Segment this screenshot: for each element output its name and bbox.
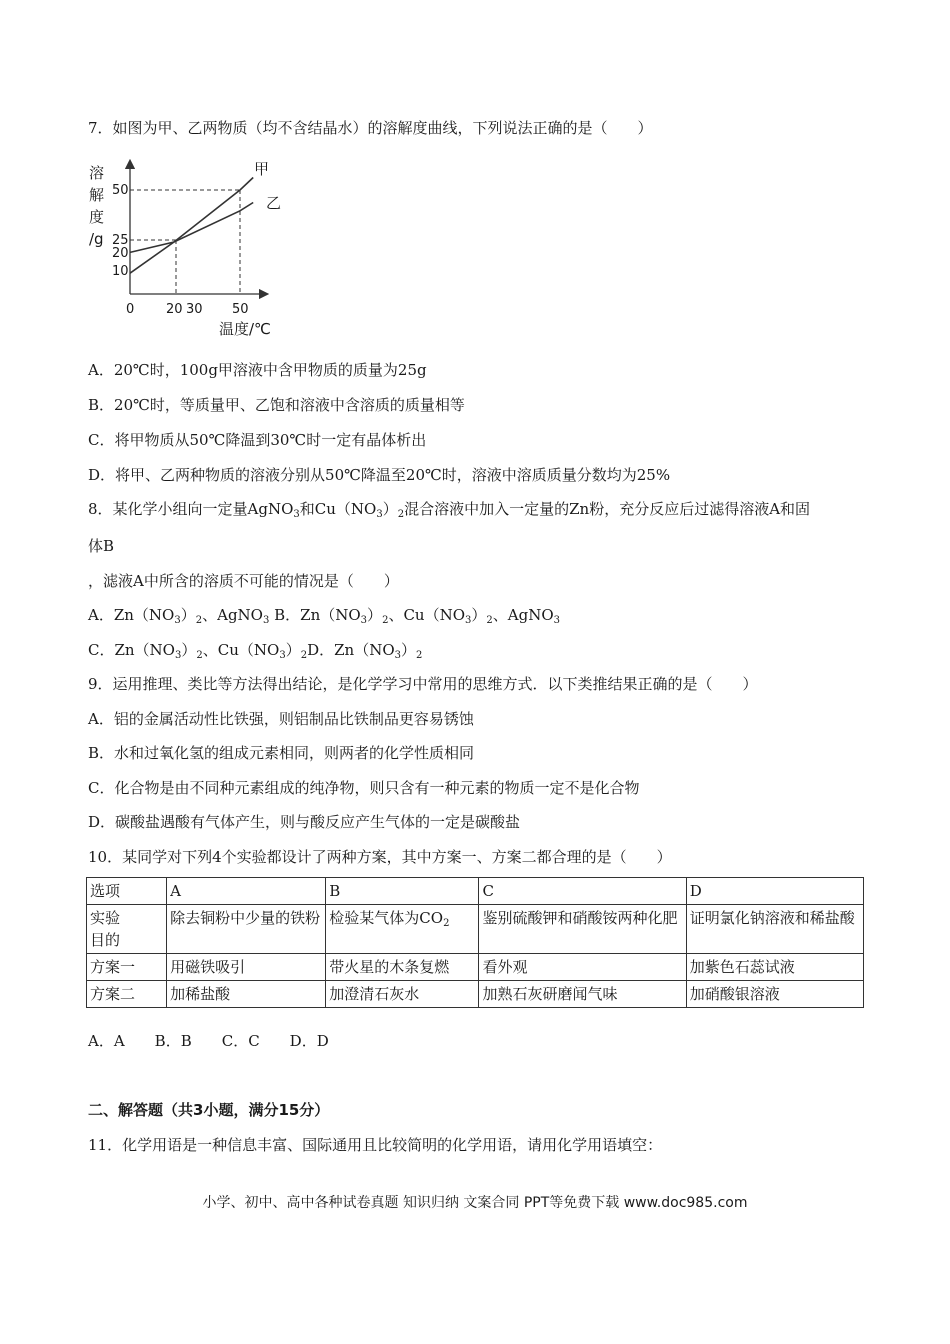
xtick-50: 50 xyxy=(232,302,249,317)
ylabel-2: 度 xyxy=(89,208,105,226)
table-cell: 证明氯化钠溶液和稀盐酸 xyxy=(686,905,863,954)
page-footer: 小学、初中、高中各种试卷真题 知识归纳 文案合同 PPT等免费下载 www.doc985.com xyxy=(202,1195,748,1211)
q8-stem: 8．某化学小组向一定量AgNO$_3$和$Cu(NO_3)_2$混合溶液中加入一定量的Zn粉，充分反应后过滤得溶液A和固 xyxy=(88,500,811,520)
ytick-50: 50 xyxy=(112,183,129,198)
q10-answers: A．A B．B C．C D．D xyxy=(88,1032,329,1050)
section-title: 二、解答题（共3小题，满分15分） xyxy=(88,1101,330,1119)
table-cell: 加稀盐酸 xyxy=(167,981,326,1008)
table-cell: 加紫色石蕊试液 xyxy=(686,954,863,981)
table-cell: 实验 目的 xyxy=(87,905,167,954)
q9-option-b: B．水和过氧化氢的组成元素相同，则两者的化学性质相同 xyxy=(88,744,475,762)
q11-stem: 11．化学用语是一种信息丰富、国际通用且比较简明的化学用语，请用化学用语填空： xyxy=(88,1136,663,1154)
ylabel-3: /g xyxy=(89,230,104,248)
table-cell: 方案二 xyxy=(87,981,167,1008)
q7-option-c: C．将甲物质从50℃降温到30℃时一定有晶体析出 xyxy=(88,431,427,449)
q7-option-a: A．20℃时，100g甲溶液中含甲物质的质量为25g xyxy=(88,361,427,379)
q7-option-b: B．20℃时，等质量甲、乙饱和溶液中含溶质的质量相等 xyxy=(88,396,465,414)
table-row xyxy=(87,981,864,1008)
xtick-0: 0 xyxy=(126,302,135,317)
table-row xyxy=(87,954,864,981)
q8-options-ab: A．$Zn(NO_3)_2$、AgNO$_3$ B．$Zn(NO_3)_2$、$Cu(NO_3)_2$、AgNO$_3$ xyxy=(88,606,561,626)
ytick-25: 25 xyxy=(112,233,129,248)
table-cell: 用磁铁吸引 xyxy=(167,954,326,981)
table-cell: 方案一 xyxy=(87,954,167,981)
q9-option-d: D．碳酸盐遇酸有气体产生，则与酸反应产生气体的一定是碳酸盐 xyxy=(88,813,521,831)
table-cell: 鉴别硫酸钾和硝酸铵两种化肥 xyxy=(479,905,686,954)
table-cell: 带火星的木条复燃 xyxy=(326,954,479,981)
table-cell: B xyxy=(326,878,479,905)
table-cell: 加熟石灰研磨闻气味 xyxy=(479,981,686,1008)
table-row xyxy=(87,878,864,905)
series-jia-label: 甲 xyxy=(254,160,270,178)
table-cell: 加澄清石灰水 xyxy=(326,981,479,1008)
table-cell: 看外观 xyxy=(479,954,686,981)
table-cell: A xyxy=(167,878,326,905)
xtick-30: 30 xyxy=(186,302,203,317)
q8-options-cd: C．$Zn(NO_3)_2$、$Cu(NO_3)_2D$．$Zn(NO_3)_2$ xyxy=(88,641,423,661)
table-cell: 检验某气体为$CO_2$ xyxy=(326,905,479,954)
q9-stem: 9．运用推理、类比等方法得出结论，是化学学习中常用的思维方式．以下类推结果正确的是（ ） xyxy=(88,675,758,693)
q7-option-d: D．将甲、乙两种物质的溶液分别从50℃降温至20℃时，溶液中溶质质量分数均为25% xyxy=(88,466,671,484)
q8-stem-line2: 体B xyxy=(88,537,115,555)
ylabel-0: 溶 xyxy=(89,164,105,182)
q9-option-c: C．化合物是由不同种元素组成的纯净物，则只含有一种元素的物质一定不是化合物 xyxy=(88,779,640,797)
table-cell: 选项 xyxy=(87,878,167,905)
table-cell: D xyxy=(686,878,863,905)
ytick-10: 10 xyxy=(112,264,129,279)
series-yi-label: 乙 xyxy=(266,194,282,212)
table-cell: C xyxy=(479,878,686,905)
q9-option-a: A．铝的金属活动性比铁强，则铝制品比铁制品更容易锈蚀 xyxy=(88,710,474,728)
q8-stem-line3: ，滤液A中所含的溶质不可能的情况是（ ） xyxy=(88,572,399,590)
table-row xyxy=(87,905,864,954)
ytick-20: 20 xyxy=(112,246,129,261)
ylabel-1: 解 xyxy=(89,186,105,204)
xlabel: 温度/℃ xyxy=(219,320,271,338)
q10-stem: 10．某同学对下列4个实验都设计了两种方案，其中方案一、方案二都合理的是（ ） xyxy=(88,848,672,866)
xtick-20: 20 xyxy=(166,302,183,317)
table-cell: 加硝酸银溶液 xyxy=(686,981,863,1008)
table-cell: 除去铜粉中少量的铁粉 xyxy=(167,905,326,954)
solubility-chart xyxy=(84,156,284,341)
q10-table xyxy=(86,877,864,1008)
q7-stem: 7．如图为甲、乙两物质（均不含结晶水）的溶解度曲线，下列说法正确的是（ ） xyxy=(88,119,653,137)
curve-jia xyxy=(130,178,253,274)
